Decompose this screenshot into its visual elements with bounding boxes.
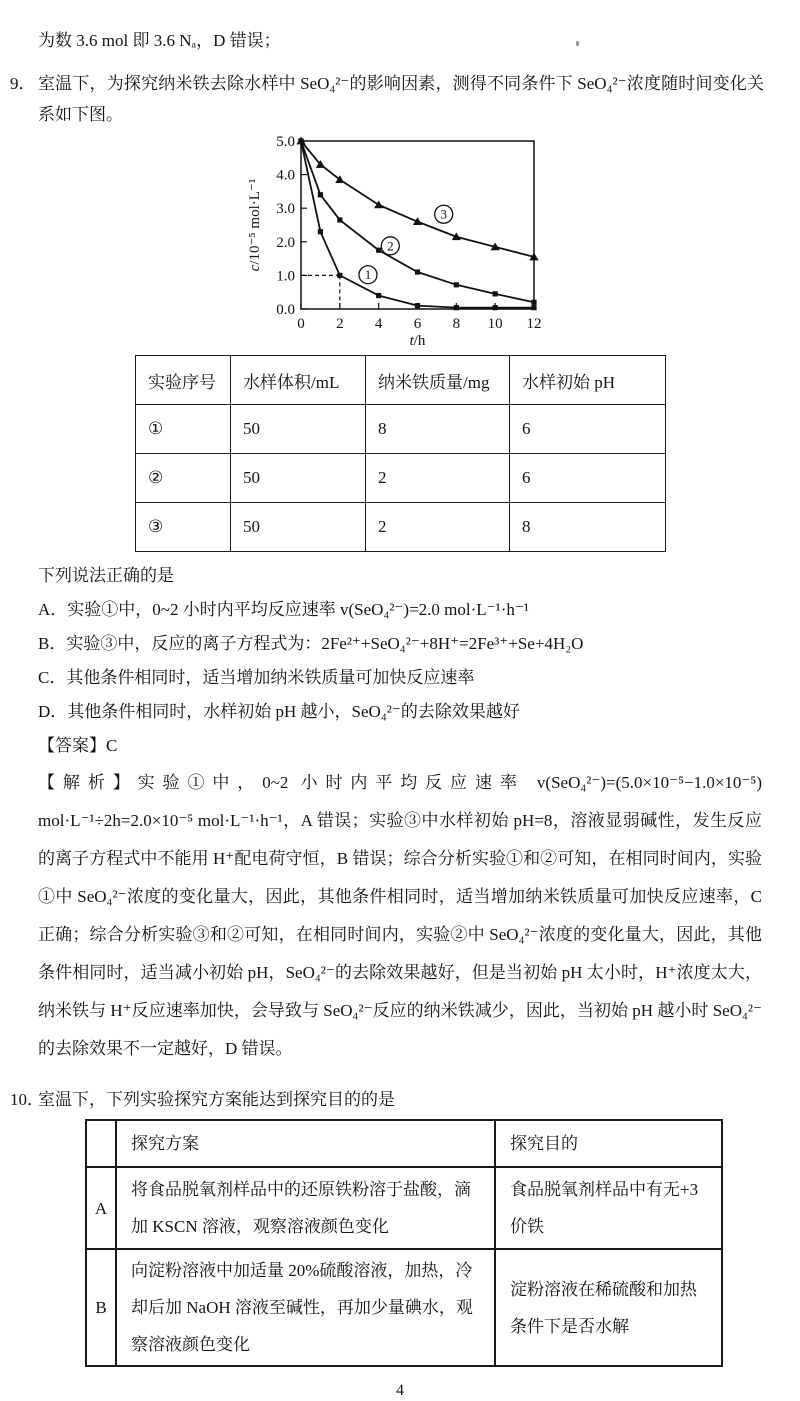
concentration-time-chart-wrap <box>244 132 568 351</box>
cell-purpose-b: 淀粉溶液在稀硫酸和加热条件下是否水解 <box>495 1249 722 1366</box>
table-row <box>136 454 666 503</box>
analysis-paragraph: 【解析】实验①中，0~2 小时内平均反应速率 v(SeO₄²⁻)=(5.0×10⁻⁵−1.0×10⁻⁵) mol·L⁻¹÷2h=2.0×10⁻⁵ mol·L⁻¹·h⁻¹，A 错误；实验③中水样初始 pH=8，溶液显弱碱性，发生反应的离子方程式中不能用 H⁺配电荷守恒，B 错误；综合分析实验①和②可知，在相同时间内，实验①中 SeO₄²⁻浓度的变化量大，因此，其他条件相同时，适当增加纳米铁质量可加快反应速率，C 正确；综合分析实验③和②可知，在相同时间内，实验②中 SeO₄²⁻浓度的变化量大，因此，其他条件相同时，适当减小初始 pH，SeO₄²⁻的去除效果越好，但是当初始 pH 太小时，H⁺浓度太大，纳米铁与 H⁺反应速率加快，会导致与 SeO₄²⁻反应的纳米铁减少，因此，当初始 pH 越小时 SeO₄²⁻的去除效果不一定越好，D 错误。 <box>38 773 762 1058</box>
cell-exp-1: ① <box>136 405 231 454</box>
experiment-conditions-table <box>135 355 666 552</box>
svg-text:6: 6 <box>413 316 422 332</box>
svg-text:0: 0 <box>297 316 305 332</box>
cell-ph-1: 6 <box>510 405 666 454</box>
table-row <box>136 405 666 454</box>
col-header-water-volume: 水样体积/mL <box>231 356 366 405</box>
question-10 <box>0 1084 764 1115</box>
option-c: C．其他条件相同时，适当增加纳米铁质量可加快反应速率 <box>38 668 475 687</box>
table-header-row <box>86 1120 722 1167</box>
question-9-text: 室温下，为探究纳米铁去除水样中 SeO₄²⁻的影响因素，测得不同条件下 SeO₄²⁻浓度随时间变化关系如下图。 <box>38 74 764 124</box>
svg-text:t/h: t/h <box>409 333 426 346</box>
col-header-experiment-no: 实验序号 <box>136 356 231 405</box>
table-header-row <box>136 356 666 405</box>
svg-text:0.0: 0.0 <box>276 302 295 318</box>
col-header-purpose: 探究目的 <box>495 1120 722 1167</box>
col-header-initial-ph: 水样初始 pH <box>510 356 666 405</box>
cell-mass-1: 8 <box>366 405 510 454</box>
question-9-number: 9． <box>10 74 36 93</box>
cell-mass-3: 2 <box>366 503 510 552</box>
svg-text:1.0: 1.0 <box>276 268 295 285</box>
exploration-scheme-table <box>85 1119 723 1367</box>
svg-text:2.0: 2.0 <box>276 234 295 251</box>
svg-text:4.0: 4.0 <box>276 167 295 184</box>
svg-text:3.0: 3.0 <box>276 201 295 218</box>
question-9-stem: 下列说法正确的是 <box>38 566 174 585</box>
cell-exp-2: ② <box>136 454 231 503</box>
answer-line: 【答案】C <box>38 736 118 755</box>
option-b: B．实验③中，反应的离子方程式为：2Fe²⁺+SeO₄²⁻+8H⁺=2Fe³⁺+Se+4H₂O <box>38 634 584 653</box>
cell-letter-b: B <box>86 1249 116 1366</box>
svg-text:1: 1 <box>364 267 372 283</box>
table-row <box>86 1249 722 1366</box>
option-a: A．实验①中，0~2 小时内平均反应速率 v(SeO₄²⁻)=2.0 mol·L⁻¹·h⁻¹ <box>38 600 529 619</box>
svg-text:2: 2 <box>336 316 344 332</box>
cell-scheme-a: 将食品脱氧剂样品中的还原铁粉溶于盐酸，滴加 KSCN 溶液，观察溶液颜色变化 <box>116 1167 495 1249</box>
concentration-chart <box>244 132 568 346</box>
question-10-text: 室温下，下列实验探究方案能达到探究目的的是 <box>38 1090 395 1109</box>
svg-text:4: 4 <box>374 316 383 332</box>
svg-text:10: 10 <box>487 316 503 332</box>
col-header-blank <box>86 1120 116 1167</box>
svg-text:12: 12 <box>526 316 542 332</box>
prev-answer-tail-line: 为数 3.6 mol 即 3.6 Nₐ，D 错误； <box>38 31 281 50</box>
question-10-number: 10． <box>10 1090 44 1109</box>
cell-scheme-b: 向淀粉溶液中加适量 20%硫酸溶液，加热，冷却后加 NaOH 溶液至碱性，再加少量碘水，观察溶液颜色变化 <box>116 1249 495 1366</box>
svg-text:2: 2 <box>387 238 394 254</box>
svg-text:3: 3 <box>440 206 447 222</box>
svg-text:8: 8 <box>452 316 461 332</box>
cell-mass-2: 2 <box>366 454 510 503</box>
cell-ph-2: 6 <box>510 454 666 503</box>
stray-mark <box>576 41 579 46</box>
cell-volume-2: 50 <box>231 454 366 503</box>
col-header-scheme: 探究方案 <box>116 1120 495 1167</box>
cell-letter-a: A <box>86 1167 116 1249</box>
table-row <box>136 503 666 552</box>
option-d: D．其他条件相同时，水样初始 pH 越小，SeO₄²⁻的去除效果越好 <box>38 702 520 721</box>
cell-purpose-a: 食品脱氧剂样品中有无+3 价铁 <box>495 1167 722 1249</box>
cell-volume-1: 50 <box>231 405 366 454</box>
svg-text:5.0: 5.0 <box>276 134 295 150</box>
cell-volume-3: 50 <box>231 503 366 552</box>
cell-exp-3: ③ <box>136 503 231 552</box>
col-header-nano-iron-mass: 纳米铁质量/mg <box>366 356 510 405</box>
svg-text:c/10⁻⁵ mol·L⁻¹: c/10⁻⁵ mol·L⁻¹ <box>247 178 263 272</box>
question-9 <box>0 68 764 130</box>
page-number: 4 <box>396 1382 404 1399</box>
table-row <box>86 1167 722 1249</box>
cell-ph-3: 8 <box>510 503 666 552</box>
